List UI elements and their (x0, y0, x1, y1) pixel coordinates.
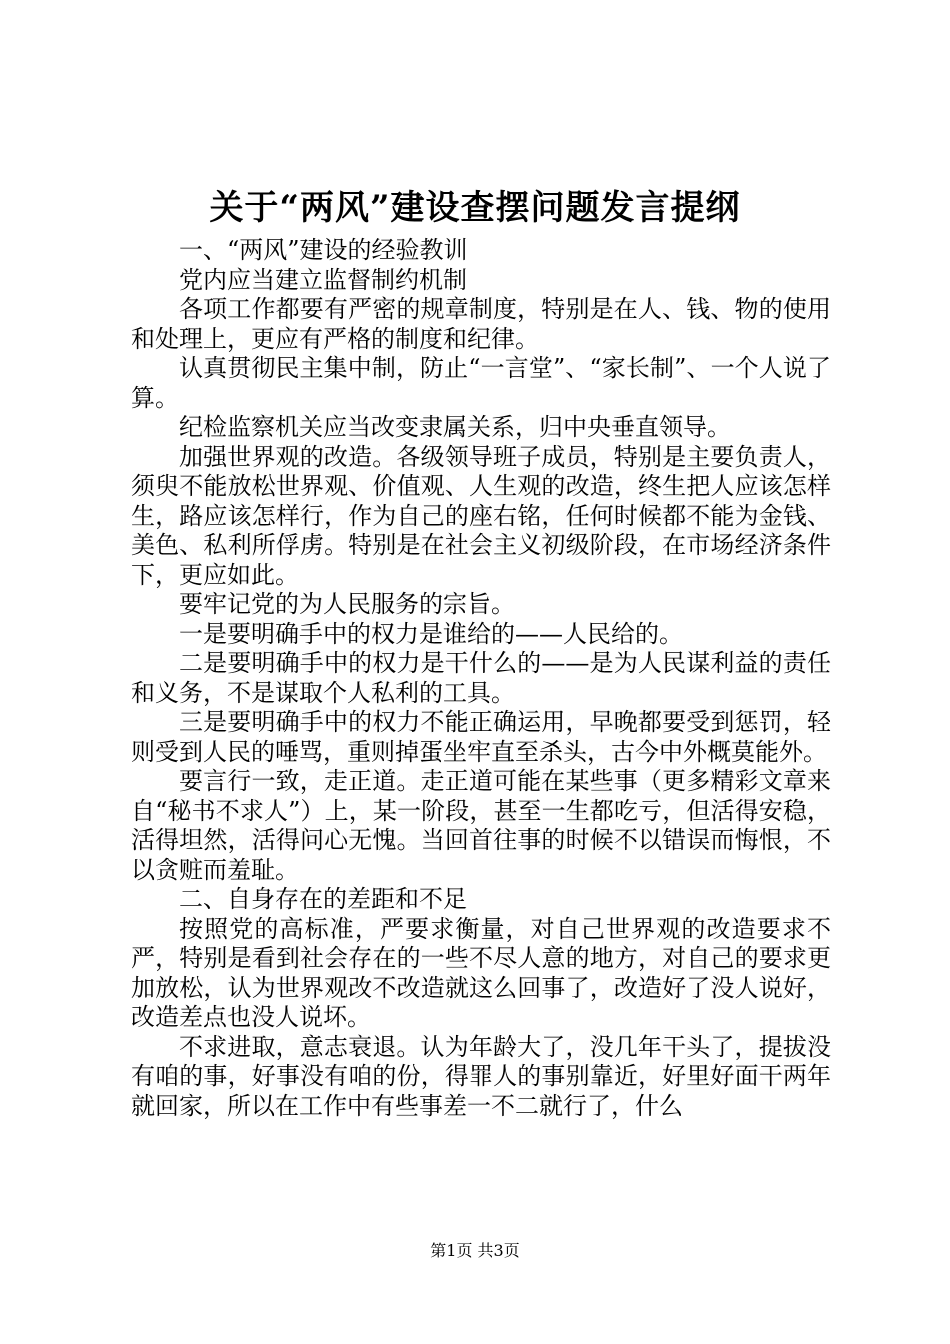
paragraph: 要言行一致，走正道。走正道可能在某些事（更多精彩文章来自“秘书不求人”）上，某一阶段，甚至一生都吃亏，但活得安稳，活得坦然，活得问心无愧。当回首往事的时候不以错误而悔恨，不以贪赃而羞耻。 (131, 767, 831, 884)
paragraph: 党内应当建立监督制约机制 (179, 265, 467, 294)
paragraph: 三是要明确手中的权力不能正确运用，早晚都要受到惩罚，轻则受到人民的唾骂，重则掉蛋坐牢直至杀头，古今中外概莫能外。 (131, 708, 831, 766)
section-heading: 一、“两风”建设的经验教训 (179, 236, 468, 264)
paragraph: 纪检监察机关应当改变隶属关系，归中央垂直领导。 (179, 413, 731, 441)
paragraph: 认真贯彻民主集中制，防止“一言堂”、“家长制”、一个人说了算。 (131, 354, 831, 412)
paragraph: 要牢记党的为人民服务的宗旨。 (179, 590, 515, 618)
paragraph: 不求进取，意志衰退。认为年龄大了，没几年干头了，提拔没有咱的事，好事没有咱的份，得罪人的事别靠近，好里好面干两年就回家，所以在工作中有些事差一不二就行了，什么 (131, 1032, 831, 1120)
document-body (131, 236, 831, 1121)
section-heading: 二、自身存在的差距和不足 (179, 885, 467, 913)
paragraph: 加强世界观的改造。各级领导班子成员，特别是主要负责人，须臾不能放松世界观、价值观、人生观的改造，终生把人应该怎样生，路应该怎样行，作为自己的座右铭，任何时候都不能为金钱、美色、私利所俘虏。特别是在社会主义初级阶段，在市场经济条件下，更应如此。 (131, 442, 831, 589)
paragraph: 一是要明确手中的权力是谁给的——人民给的。 (179, 619, 683, 648)
paragraph: 二是要明确手中的权力是干什么的——是为人民谋利益的责任和义务，不是谋取个人私利的工具。 (131, 649, 831, 707)
document-title: 关于“两风”建设查摆问题发言提纲 (209, 188, 741, 228)
paragraph: 按照党的高标准，严要求衡量，对自己世界观的改造要求不严，特别是看到社会存在的一些不尽人意的地方，对自己的要求更加放松，认为世界观改不改造就这么回事了，改造好了没人说好，改造差点也没人说坏。 (131, 914, 831, 1031)
page-footer: 第1页 共3页 (430, 1241, 520, 1260)
paragraph: 各项工作都要有严密的规章制度，特别是在人、钱、物的使用和处理上，更应有严格的制度和纪律。 (131, 295, 831, 353)
